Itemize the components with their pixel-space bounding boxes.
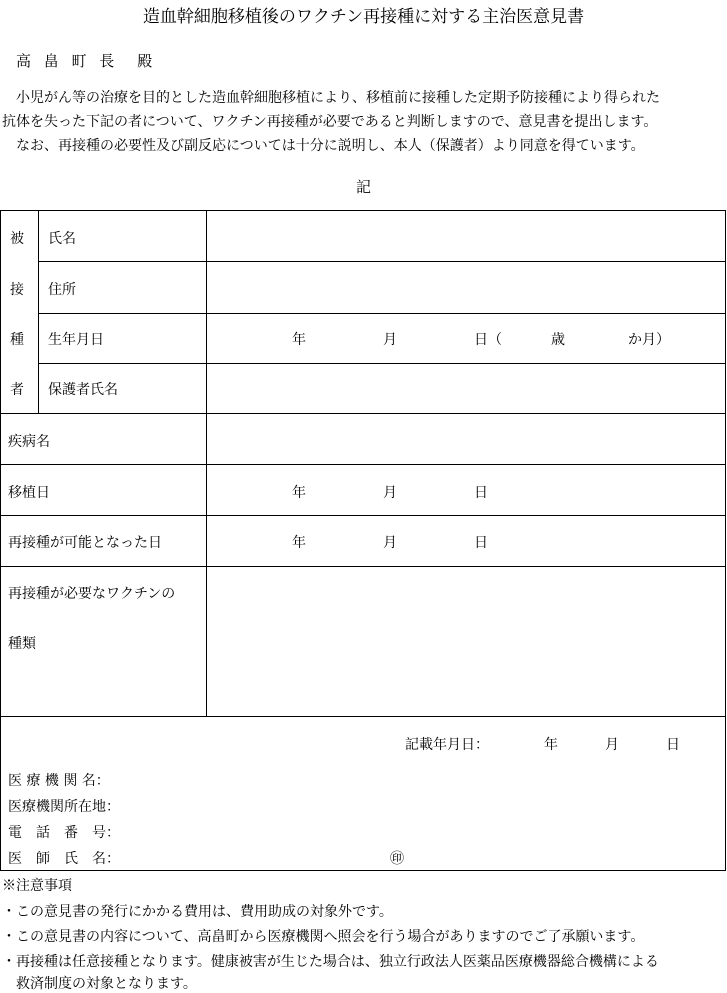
transplant-year: 年: [292, 485, 306, 501]
addressee: 高 畠 町 長 殿: [16, 52, 157, 70]
birth-day: 日（: [474, 332, 502, 348]
entry-date-label: 記載年月日：: [405, 737, 489, 753]
vaccine-label-2: 種類: [8, 636, 36, 652]
birth-year: 年: [292, 332, 306, 348]
revacc-day: 日: [474, 535, 488, 551]
address-field[interactable]: [207, 262, 724, 313]
entry-month: 月: [605, 737, 619, 753]
ki-heading: 記: [355, 178, 371, 196]
birth-month: 月: [383, 332, 397, 348]
guardian-label: 保護者氏名: [48, 382, 118, 398]
transplant-label: 移植日: [8, 485, 50, 501]
phone-label: 電 話 番 号：: [8, 825, 120, 841]
guardian-field[interactable]: [207, 364, 724, 413]
disease-field[interactable]: [207, 414, 724, 464]
transplant-day: 日: [474, 485, 488, 501]
name-label: 氏名: [48, 231, 76, 247]
entry-year: 年: [544, 737, 558, 753]
note-item-3b: 救済制度の対象となります。: [2, 976, 197, 992]
birth-months: か月）: [628, 332, 670, 348]
seal-mark: ㊞: [390, 851, 404, 867]
revacc-year: 年: [292, 535, 306, 551]
subject-char-2: 接: [10, 282, 24, 298]
page-title: 造血幹細胞移植後のワクチン再接種に対する主治医意見書: [142, 7, 585, 27]
name-field[interactable]: [207, 211, 724, 261]
notes-heading: ※注意事項: [2, 878, 72, 894]
disease-label: 疾病名: [8, 434, 50, 450]
hospital-label: 医 療 機 関 名：: [8, 773, 110, 789]
revacc-month: 月: [383, 535, 397, 551]
note-item-3a: ・再接種は任意接種となります。健康被害が生じた場合は、独立行政法人医薬品医療機器総合機構による: [2, 954, 659, 970]
birth-label: 生年月日: [48, 332, 104, 348]
intro-line-3: なお、再接種の必要性及び副反応については十分に説明し、本人（保護者）より同意を得ています。: [2, 138, 645, 154]
opinion-form-table: [0, 210, 726, 871]
vaccine-type-field[interactable]: [207, 567, 724, 716]
note-item-2: ・この意見書の内容について、高畠町から医療機関へ照会を行う場合がありますのでご了承願います。: [2, 929, 645, 945]
vaccine-label-1: 再接種が必要なワクチンの: [8, 586, 176, 602]
entry-day: 日: [666, 737, 680, 753]
doctor-label: 医 師 氏 名：: [8, 851, 120, 867]
hospital-address-label: 医療機関所在地：: [8, 799, 120, 815]
revacc-date-label: 再接種が可能となった日: [8, 535, 162, 551]
transplant-month: 月: [383, 485, 397, 501]
subject-char-1: 被: [10, 231, 24, 247]
subject-char-3: 種: [10, 332, 24, 348]
intro-line-2: 抗体を失った下記の者について、ワクチン再接種が必要であると判断しますので、意見書を提出します。: [2, 114, 658, 130]
intro-line-1: 小児がん等の治療を目的とした造血幹細胞移植により、移植前に接種した定期予防接種により得られた: [2, 90, 660, 106]
note-item-1: ・この意見書の発行にかかる費用は、費用助成の対象外です。: [2, 904, 393, 920]
subject-char-4: 者: [10, 382, 24, 398]
address-label: 住所: [48, 282, 76, 298]
birth-age: 歳: [551, 332, 565, 348]
